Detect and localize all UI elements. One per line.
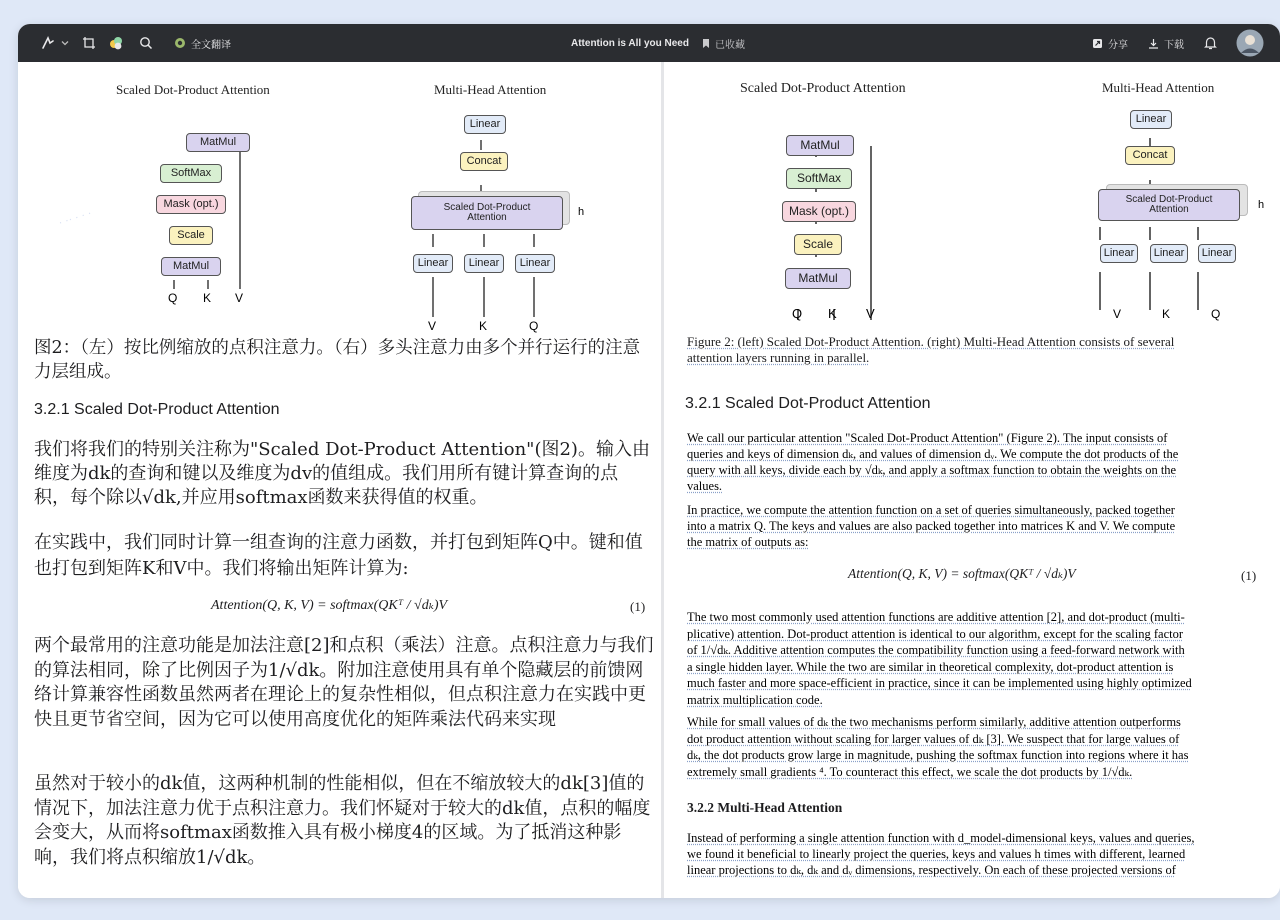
paragraph-3-line: The two most commonly used attention functions are additive attention [2], and dot-product (multi-: [687, 610, 1185, 624]
original-input-k: K: [828, 306, 837, 321]
original-page-panel[interactable]: [664, 62, 1280, 898]
paragraph-5-line: Instead of performing a single attention function with d_model-dimensional keys, values and queries,: [687, 831, 1195, 845]
matmul-top-box-original: MatMul: [786, 135, 854, 156]
full-translate-label: 全文翻译: [191, 39, 231, 51]
download-icon: [1148, 38, 1159, 49]
original-mha-input-k: K: [1162, 307, 1171, 321]
search-icon: [139, 36, 153, 50]
paragraph-4-line: extremely small gradients ⁴. To counteract this effect, we scale the dot products by 1/√dₖ.: [687, 764, 1133, 779]
figure-caption-original-line1: Figure 2: (left) Scaled Dot-Product Attention. (right) Multi-Head Attention consists of several: [687, 334, 1175, 349]
paragraph-4-translated: 虽然对于较小的dk值，这两种机制的性能相似，但在不缩放较大的dk[3]值的情况下，加法注意力优于点积注意力。我们怀疑对于较大的dk值，点积的幅度会变大，从而将softmax函数推入具有极小梯度4的区域。为了抵消这种影响，我们将点积缩放1/√dk。: [34, 773, 651, 868]
share-label: 分享: [1108, 39, 1128, 51]
paragraph-3-original: [687, 609, 1272, 708]
translated-page-panel[interactable]: [18, 62, 661, 898]
crop-icon: [82, 36, 96, 50]
crop-button[interactable]: [82, 24, 96, 62]
original-mha-input-q: Q: [1211, 307, 1221, 321]
linear-box-v-original: Linear: [1100, 244, 1138, 263]
paragraph-5-line: linear projections to dₖ, dₖ and dᵥ dimensions, respectively. On each of these projected versions of: [687, 863, 1176, 877]
chevron-down-icon: [60, 38, 70, 48]
paragraph-4-line: dₖ, the dot products grow large in magnitude, pushing the softmax function into regions where it has: [687, 748, 1189, 762]
paragraph-1-line: query with all keys, divide each by √dₖ, and apply a softmax function to obtain the weights on the: [687, 463, 1177, 477]
mask-box-original: Mask (opt.): [782, 201, 856, 222]
sdpa-block: [411, 196, 563, 230]
paragraph-2-translated: 在实践中，我们同时计算一组查询的注意力函数，并打包到矩阵Q中。键和值也打包到矩阵K和V中。我们将输出矩阵计算为:: [34, 532, 643, 579]
bookmark-button[interactable]: [701, 24, 745, 62]
sdpa-block-line2-original: Attention: [1149, 204, 1189, 215]
input-q-label: Q: [168, 291, 178, 305]
paragraph-3-line: matrix multiplication code.: [687, 692, 823, 707]
softmax-box: SoftMax: [160, 164, 222, 183]
app-window: [18, 24, 1280, 898]
equation-original: Attention(Q, K, V) = softmax(QKᵀ / √dₖ)V: [848, 566, 1076, 581]
linear-box-k: Linear: [464, 254, 504, 273]
original-input-q: Q: [792, 306, 803, 321]
sdpa-block-line1: Scaled Dot-Product: [443, 201, 531, 213]
linear-box-k-original: Linear: [1150, 244, 1188, 263]
paragraph-1-line: queries and keys of dimension dₖ, and values of dimension dᵥ. We compute the dot products of the: [687, 447, 1179, 461]
paragraph-3-line: a single hidden layer. While the two are similar in theoretical complexity, dot-product attention is: [687, 659, 1174, 674]
mha-figure-title: Multi-Head Attention: [434, 82, 547, 97]
paragraph-1-line: We call our particular attention "Scaled Dot-Product Attention" (Figure 2). The input consists of: [687, 431, 1168, 445]
section-heading-original: 3.2.1 Scaled Dot-Product Attention: [685, 395, 931, 412]
download-button[interactable]: [1148, 24, 1184, 62]
paragraph-2-original: [687, 502, 1272, 550]
avatar-icon: [1236, 29, 1264, 57]
sdpa-block-line2: Attention: [467, 212, 507, 223]
matmul-bottom-box-original: MatMul: [785, 268, 851, 289]
equation-number-original: (1): [1241, 568, 1257, 583]
sdpa-block-line1-original: Scaled Dot-Product: [1125, 193, 1213, 205]
scale-box-original: Scale: [794, 234, 842, 255]
paragraph-5-line: we found it beneficial to linearly project the queries, keys and values h times with different, learned: [687, 847, 1186, 861]
paragraph-3-line: plicative) attention. Dot-product attention is identical to our algorithm, except for the scaling factor: [687, 626, 1184, 641]
original-input-v: V: [866, 306, 875, 321]
ai-assistant-icon: [108, 35, 124, 51]
sdpa-block-original: [1098, 189, 1240, 221]
search-button[interactable]: [139, 24, 153, 62]
paragraph-3-line: much faster and more space-efficient in practice, since it can be implemented using highly optimized: [687, 676, 1192, 690]
paragraph-2-line: the matrix of outputs as:: [687, 535, 809, 549]
document-title: Attention is All you Need: [571, 37, 689, 49]
top-toolbar: [18, 24, 1280, 62]
equation-number-translated: (1): [630, 599, 646, 614]
bookmark-icon: [701, 38, 711, 49]
paragraph-4-line: dot product attention without scaling for larger values of dₖ [3]. We suspect that for large values of: [687, 731, 1180, 746]
share-button[interactable]: [1092, 24, 1128, 62]
paragraph-5-original: [687, 830, 1272, 878]
watermark: · ·· · · ·: [56, 207, 94, 229]
head-count-label: h: [578, 206, 585, 218]
input-k-label: K: [203, 291, 212, 305]
sdpa-figure-title: Scaled Dot-Product Attention: [116, 82, 270, 97]
head-count-label-original: h: [1258, 199, 1265, 211]
paragraph-1-line: values.: [687, 479, 723, 493]
linear-box-v: Linear: [413, 254, 453, 273]
linear-box-q: Linear: [515, 254, 555, 273]
matmul-top-box: MatMul: [186, 133, 250, 152]
equation-translated: Attention(Q, K, V) = softmax(QKᵀ / √dₖ)V: [211, 598, 448, 613]
avatar[interactable]: [1236, 24, 1264, 62]
paragraph-3-line: of 1/√dₖ. Additive attention computes the compatibility function using a feed-forward network with: [687, 643, 1185, 657]
linear-top-box: Linear: [464, 115, 506, 134]
matmul-bottom-box: MatMul: [161, 257, 221, 276]
section-heading-translated: 3.2.1 Scaled Dot-Product Attention: [34, 401, 280, 418]
linear-top-box-original: Linear: [1130, 110, 1172, 129]
paragraph-4-line: While for small values of dₖ the two mechanisms perform similarly, additive attention outperforms: [687, 715, 1181, 729]
paragraph-1-original: [687, 430, 1272, 494]
translate-icon: [174, 37, 186, 49]
figure-caption-translated: 图2：（左）按比例缩放的点积注意力。（右）多头注意力由多个并行运行的注意力层组成。: [34, 338, 641, 382]
paragraph-4-original: [687, 714, 1272, 780]
share-icon: [1092, 38, 1103, 49]
figure-caption-original-line2: attention layers running in parallel.: [687, 350, 870, 365]
original-mha-input-v: V: [1113, 307, 1122, 321]
subsection-heading-original: 3.2.2 Multi-Head Attention: [687, 800, 843, 815]
linear-box-q-original: Linear: [1198, 244, 1236, 263]
full-translate-button[interactable]: [174, 24, 231, 62]
mha-input-v: V: [428, 319, 437, 333]
paragraph-2-line: In practice, we compute the attention function on a set of queries simultaneously, packed together: [687, 503, 1175, 517]
mha-figure-title-original: Multi-Head Attention: [1102, 80, 1215, 95]
concat-box-original: Concat: [1125, 146, 1175, 165]
concat-box: Concat: [460, 152, 508, 171]
ai-assistant-button[interactable]: [108, 24, 124, 62]
input-v-label: V: [235, 291, 244, 305]
softmax-box-original: SoftMax: [786, 168, 852, 189]
sdpa-figure-title-original: Scaled Dot-Product Attention: [740, 81, 906, 96]
bookmark-label: 已收藏: [715, 39, 745, 51]
mha-input-k: K: [479, 319, 488, 333]
logo-icon: [40, 35, 56, 51]
scale-box: Scale: [169, 226, 213, 245]
paragraph-1-translated: 我们将我们的特别关注称为"Scaled Dot-Product Attention"(图2)。输入由维度为dk的查询和键以及维度为dv的值组成。我们用所有键计算查询的点积，每个除以√dk,并应用softmax函数来获得值的权重。: [34, 439, 650, 508]
download-label: 下载: [1164, 39, 1184, 51]
paragraph-2-line: into a matrix Q. The keys and values are also packed together into matrices K and V. We compute: [687, 519, 1176, 533]
mask-box: Mask (opt.): [156, 195, 226, 214]
logo-menu-button[interactable]: [40, 24, 70, 62]
notifications-button[interactable]: [1204, 24, 1217, 62]
bell-icon: [1204, 36, 1217, 50]
paragraph-3-translated: 两个最常用的注意功能是加法注意[2]和点积（乘法）注意。点积注意力与我们的算法相同，除了比例因子为1/√dk。附加注意使用具有单个隐藏层的前馈网络计算兼容性函数虽然两者在理论上的复杂性相似，但点积注意力在实践中更快且更节省空间，因为它可以使用高度优化的矩阵乘法代码来实现: [34, 635, 654, 730]
mha-input-q: Q: [529, 319, 539, 333]
